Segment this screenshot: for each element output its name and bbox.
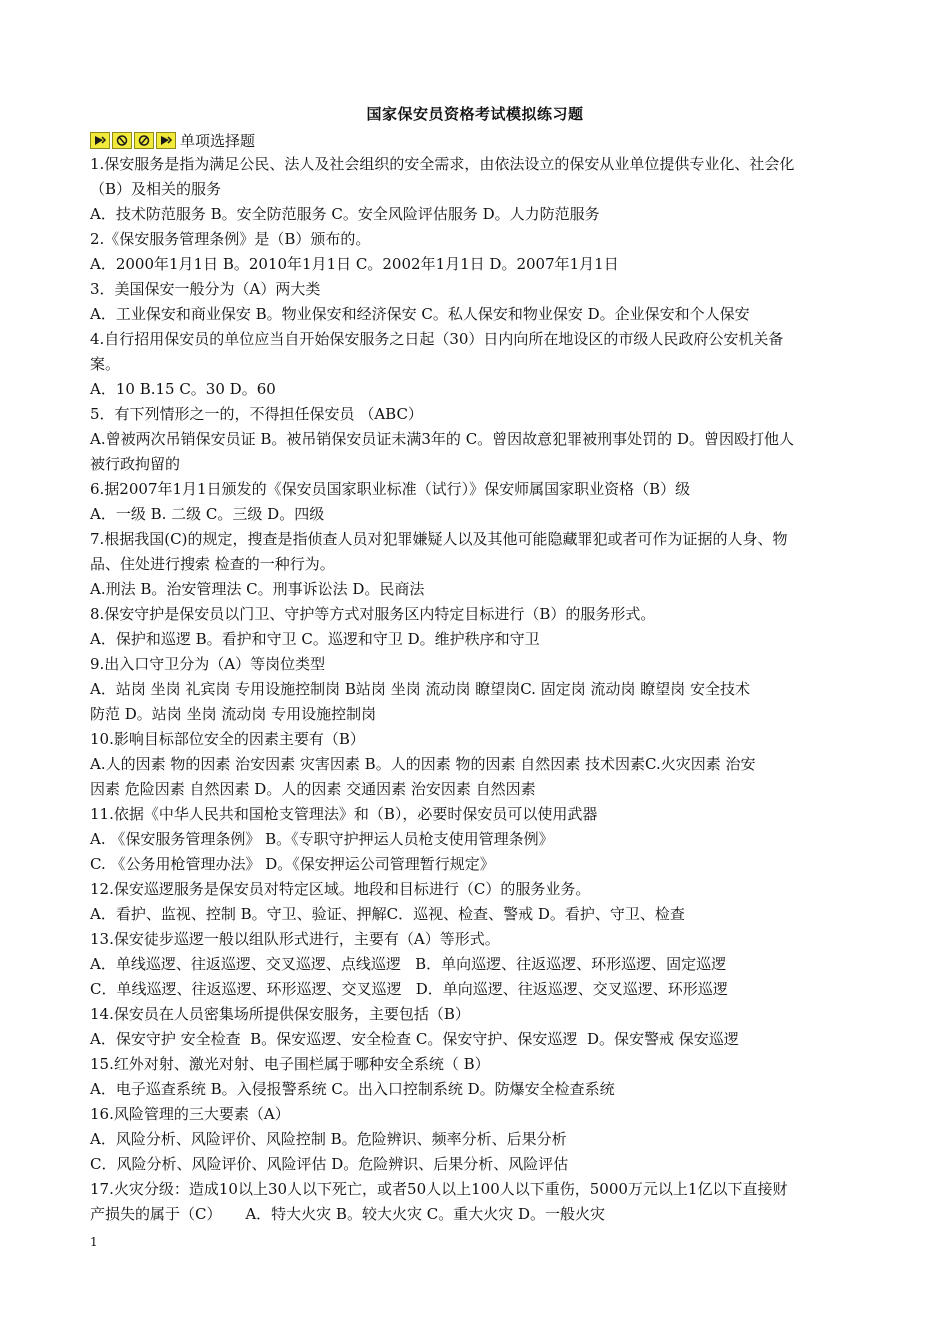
text-line: A．一级 B. 二级 C。三级 D。四级 [90, 505, 325, 523]
text-line: 5．有下列情形之一的，不得担任保安员 （ABC） [90, 405, 423, 423]
bullet-icon [90, 132, 110, 149]
text-line: 13.保安徒步巡逻一般以组队形式进行，主要有（A）等形式。 [90, 930, 500, 948]
text-line: A．2000年1月1日 B。2010年1月1日 C。2002年1月1日 D。2007年1月1日 [90, 255, 619, 273]
text-line: 案。 [90, 355, 121, 373]
question-body [90, 152, 862, 1227]
text-line: 16.风险管理的三大要素（A） [90, 1105, 290, 1123]
text-line: 8.保安守护是保安员以门卫、守护等方式对服务区内特定目标进行（B）的服务形式。 [90, 605, 656, 623]
text-line: 15.红外对射、激光对射、电子围栏属于哪种安全系统（ B） [90, 1055, 490, 1073]
text-line: 10.影响目标部位安全的因素主要有（B） [90, 730, 365, 748]
text-line: 6.据2007年1月1日颁发的《保安员国家职业标准（试行）》保安师属国家职业资格（B）级 [90, 480, 691, 498]
text-line: A.人的因素 物的因素 治安因素 灾害因素 B。人的因素 物的因素 自然因素 技术因素C.火灾因素 治安 [90, 755, 756, 773]
text-line: 11.依据《中华人民共和国枪支管理法》和（B），必要时保安员可以使用武器 [90, 805, 598, 823]
text-line: 14.保安员在人员密集场所提供保安服务，主要包括（B） [90, 1005, 470, 1023]
text-line: 因素 危险因素 自然因素 D。人的因素 交通因素 治安因素 自然因素 [90, 780, 536, 798]
text-line: A．单线巡逻、往返巡逻、交叉巡逻、点线巡逻 B．单向巡逻、往返巡逻、环形巡逻、固定巡逻 [90, 955, 727, 973]
section-label: 单项选择题 [180, 131, 256, 150]
page-number: 1 [90, 1235, 98, 1249]
text-line: A．工业保安和商业保安 B。物业保安和经济保安 C。私人保安和物业保安 D。企业保安和个人保安 [90, 305, 750, 323]
text-line: A．看护、监视、控制 B。守卫、验证、押解C．巡视、检查、警戒 D。看护、守卫、检查 [90, 905, 685, 923]
text-line: 品、住处进行搜索 检查的一种行为。 [90, 555, 335, 573]
text-line: A．风险分析、风险评价、风险控制 B。危险辨识、频率分析、后果分析 [90, 1130, 567, 1148]
text-line: 9.出入口守卫分为（A）等岗位类型 [90, 655, 326, 673]
text-line: 4.自行招用保安员的单位应当自开始保安服务之日起（30）日内向所在地设区的市级人民政府公安机关备 [90, 330, 784, 348]
text-line: 产损失的属于（C） A．特大火灾 B。较大火灾 C。重大火灾 D。一般火灾 [90, 1205, 605, 1223]
text-line: 17.火灾分级：造成10以上30人以下死亡，或者50人以上100人以下重伤，5000万元以上1亿以下直接财 [90, 1180, 788, 1198]
text-line: A．10 B.15 C。30 D。60 [90, 380, 276, 398]
text-line: A．技术防范服务 B。安全防范服务 C。安全风险评估服务 D。人力防范服务 [90, 205, 600, 223]
text-line: C．风险分析、风险评价、风险评估 D。危险辨识、后果分析、风险评估 [90, 1155, 569, 1173]
text-line: 1.保安服务是指为满足公民、法人及社会组织的安全需求，由依法设立的保安从业单位提供专业化、社会化 [90, 155, 795, 173]
text-line: A．保安守护 安全检查 B。保安巡逻、安全检查 C。保安守护、保安巡逻 D。保安警戒 保安巡逻 [90, 1030, 739, 1048]
bullet-icon [134, 132, 154, 149]
text-line: A．保护和巡逻 B。看护和守卫 C。巡逻和守卫 D。维护秩序和守卫 [90, 630, 540, 648]
page-title: 国家保安员资格考试模拟练习题 [366, 105, 584, 123]
text-line: 被行政拘留的 [90, 455, 181, 473]
bullet-icon [156, 132, 176, 149]
bullet-icons [90, 132, 178, 149]
text-line: A．电子巡查系统 B。入侵报警系统 C。出入口控制系统 D。防爆安全检查系统 [90, 1080, 615, 1098]
text-line: C. 《公务用枪管理办法》 D。《保安押运公司管理暂行规定》 [90, 855, 495, 873]
text-line: 12.保安巡逻服务是保安员对特定区域。地段和目标进行（C）的服务业务。 [90, 880, 591, 898]
bullet-icon [112, 132, 132, 149]
text-line: A．站岗 坐岗 礼宾岗 专用设施控制岗 B站岗 坐岗 流动岗 瞭望岗C. 固定岗 流动岗 瞭望岗 安全技术 [90, 680, 751, 698]
text-line: A.曾被两次吊销保安员证 B。被吊销保安员证未满3年的 C。曾因故意犯罪被刑事处罚的 D。曾因殴打他人 [90, 430, 794, 448]
text-line: 2.《保安服务管理条例》是（B）颁布的。 [90, 230, 371, 248]
text-line: 3．美国保安一般分为（A）两大类 [90, 280, 321, 298]
text-line: C．单线巡逻、往返巡逻、环形巡逻、交叉巡逻 D．单向巡逻、往返巡逻、交叉巡逻、环形巡逻 [90, 980, 728, 998]
text-line: A.刑法 B。治安管理法 C。刑事诉讼法 D。民商法 [90, 580, 425, 598]
section-heading [90, 128, 255, 152]
text-line: （B）及相关的服务 [90, 180, 222, 198]
text-line: 防范 D。站岗 坐岗 流动岗 专用设施控制岗 [90, 705, 377, 723]
text-line: A. 《保安服务管理条例》 B。《专职守护押运人员枪支使用管理条例》 [90, 830, 554, 848]
text-line: 7.根据我国(C)的规定，搜查是指侦查人员对犯罪嫌疑人以及其他可能隐藏罪犯或者可作为证据的人身、物 [90, 530, 788, 548]
